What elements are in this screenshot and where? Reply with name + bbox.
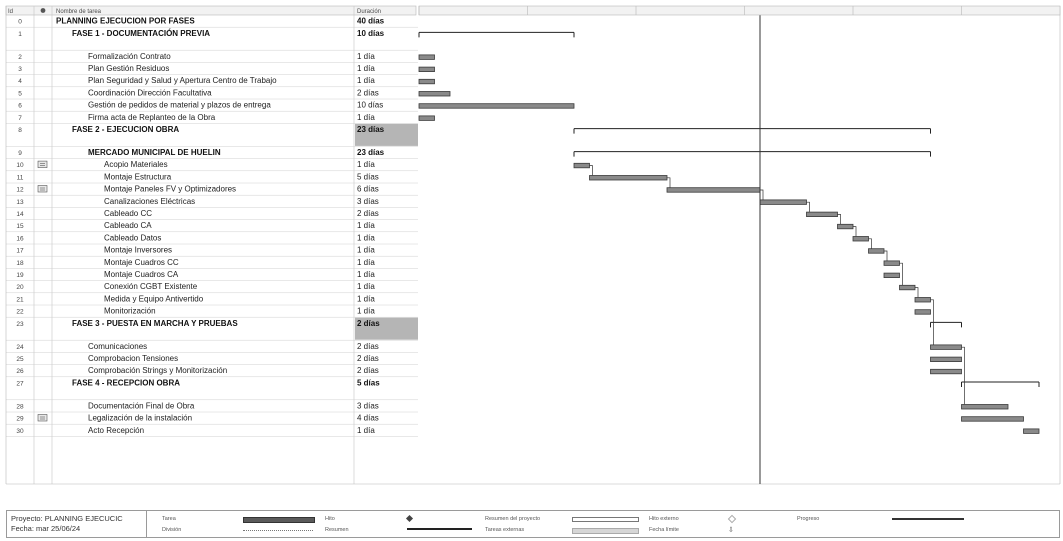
- dependency-link: [884, 251, 887, 261]
- task-bar[interactable]: [931, 357, 962, 362]
- task-id: 17: [16, 247, 24, 255]
- task-bar[interactable]: [962, 417, 1024, 422]
- task-duration[interactable]: 1 día: [357, 51, 375, 61]
- task-id: 7: [18, 114, 22, 122]
- task-bar[interactable]: [419, 55, 435, 60]
- task-duration[interactable]: 10 días: [357, 100, 384, 110]
- task-duration[interactable]: 3 días: [357, 401, 379, 411]
- dependency-link: [667, 178, 670, 188]
- milestone-diamond-icon: [406, 515, 413, 522]
- task-duration[interactable]: 1 día: [357, 160, 375, 170]
- task-duration[interactable]: 1 día: [357, 270, 375, 279]
- legend-progress-label: Progreso: [797, 516, 820, 522]
- dependency-link: [853, 227, 856, 237]
- task-name[interactable]: Plan Gestión Residuos: [88, 64, 170, 73]
- task-duration[interactable]: 1 día: [357, 76, 375, 86]
- legend-external-tasks-swatch: [572, 528, 639, 534]
- task-id: 2: [18, 53, 22, 61]
- task-name[interactable]: MERCADO MUNICIPAL DE HUELIN: [88, 148, 221, 157]
- task-bar[interactable]: [884, 261, 900, 266]
- note-icon[interactable]: [38, 415, 47, 422]
- table-row[interactable]: [6, 401, 418, 412]
- task-duration[interactable]: 2 días: [357, 354, 379, 363]
- table-row[interactable]: [6, 246, 418, 257]
- task-id: 22: [16, 308, 24, 316]
- task-name[interactable]: Acopio Materiales: [104, 160, 168, 170]
- legend-progress-swatch: [892, 518, 964, 520]
- task-name[interactable]: Comunicaciones: [88, 341, 148, 351]
- task-duration[interactable]: 1 día: [357, 257, 375, 267]
- task-id: 15: [16, 223, 24, 231]
- info-icon: [41, 8, 46, 13]
- legend-project-summary-label: Resumen del proyecto: [485, 516, 541, 522]
- task-bar[interactable]: [1024, 429, 1040, 434]
- task-bar[interactable]: [900, 285, 916, 290]
- task-duration[interactable]: 6 días: [357, 184, 379, 194]
- task-id: 20: [16, 284, 24, 292]
- task-duration[interactable]: 2 días: [357, 366, 379, 376]
- note-icon[interactable]: [38, 161, 47, 168]
- task-name[interactable]: Cableado CC: [104, 209, 153, 218]
- gantt-chart-area: [419, 32, 1039, 433]
- task-id: 26: [16, 368, 24, 376]
- table-row[interactable]: [6, 414, 418, 425]
- task-name[interactable]: FASE 4 - RECEPCION OBRA: [72, 378, 181, 388]
- task-duration[interactable]: 10 días: [357, 28, 385, 38]
- header-task-name[interactable]: Nombre de tarea: [56, 9, 102, 15]
- table-row[interactable]: [6, 233, 418, 244]
- task-name[interactable]: Comprobación Strings y Monitorización: [88, 366, 228, 376]
- task-id: 0: [18, 18, 22, 26]
- legend-division-label: División: [162, 527, 182, 533]
- table-row[interactable]: [6, 426, 418, 437]
- task-duration[interactable]: 5 días: [357, 172, 379, 182]
- task-name[interactable]: Montaje Estructura: [104, 172, 172, 182]
- task-id: 1: [18, 30, 22, 38]
- task-name[interactable]: Coordinación Dirección Facultativa: [88, 88, 212, 98]
- task-bar[interactable]: [419, 79, 435, 84]
- table-row[interactable]: [6, 101, 418, 112]
- task-name[interactable]: FASE 3 - PUESTA EN MARCHA Y PRUEBAS: [72, 318, 238, 328]
- task-id: 11: [16, 174, 24, 182]
- task-name[interactable]: Montaje Paneles FV y Optimizadores: [104, 184, 237, 194]
- table-row[interactable]: [6, 17, 418, 28]
- task-bar[interactable]: [962, 405, 1009, 410]
- legend-milestone-label: Hito: [325, 516, 335, 522]
- task-id: 9: [18, 150, 22, 157]
- task-bar[interactable]: [838, 224, 854, 229]
- table-row[interactable]: [6, 342, 418, 353]
- dependency-link: [838, 214, 841, 224]
- legend-project-summary-swatch: [572, 517, 639, 522]
- task-name[interactable]: Documentación Final de Obra: [88, 401, 195, 411]
- task-name[interactable]: Gestión de pedidos de material y plazos de entrega: [88, 100, 271, 110]
- summary-bar[interactable]: [962, 382, 1040, 387]
- summary-bar[interactable]: [931, 322, 962, 327]
- table-row[interactable]: [6, 197, 418, 208]
- task-bar[interactable]: [419, 67, 435, 72]
- task-id: 24: [16, 343, 24, 351]
- table-row[interactable]: [6, 294, 418, 305]
- note-icon[interactable]: [38, 186, 47, 193]
- legend-division-swatch: [243, 530, 313, 531]
- task-id: 12: [16, 186, 24, 194]
- task-name[interactable]: FASE 1 - DOCUMENTACIÓN PREVIA: [72, 28, 211, 38]
- table-row[interactable]: [6, 307, 418, 318]
- task-name[interactable]: Acto Recepción: [88, 425, 145, 435]
- legend-deadline-label: Fecha límite: [649, 527, 679, 533]
- table-row[interactable]: [6, 270, 418, 281]
- legend-summary-swatch: [407, 528, 472, 530]
- table-row[interactable]: [6, 148, 418, 159]
- task-id: 13: [16, 198, 24, 206]
- table-row[interactable]: [6, 378, 418, 399]
- summary-bar[interactable]: [574, 152, 931, 157]
- task-name[interactable]: Legalización de la instalación: [88, 413, 193, 423]
- task-id: 28: [16, 403, 24, 411]
- table-row[interactable]: [6, 221, 418, 232]
- task-name[interactable]: Medida y Equipo Antivertido: [104, 294, 204, 304]
- task-duration[interactable]: 1 día: [357, 282, 375, 292]
- project-info: [7, 511, 147, 537]
- dependency-link: [807, 202, 810, 212]
- task-bar[interactable]: [807, 212, 838, 217]
- header-duration[interactable]: Duración: [357, 9, 382, 15]
- task-id: 30: [16, 427, 24, 435]
- task-bar[interactable]: [667, 188, 760, 193]
- task-name[interactable]: FASE 2 - EJECUCION OBRA: [72, 125, 180, 134]
- dependency-link: [900, 263, 903, 285]
- table-row[interactable]: [6, 354, 418, 365]
- task-id: 27: [16, 380, 24, 388]
- task-id: 18: [16, 259, 24, 267]
- task-duration[interactable]: 1 día: [357, 425, 375, 435]
- table-row[interactable]: [6, 64, 418, 75]
- task-duration[interactable]: 1 día: [357, 112, 375, 122]
- summary-bar[interactable]: [574, 129, 931, 134]
- task-id: 5: [18, 90, 22, 98]
- task-duration[interactable]: 2 días: [357, 341, 379, 351]
- task-name[interactable]: Formalización Contrato: [88, 51, 171, 61]
- task-id: 14: [16, 211, 24, 218]
- task-id: 4: [18, 78, 22, 86]
- dependency-link: [915, 288, 918, 298]
- project-name: Proyecto: PLANNING EJECUCIC: [11, 514, 123, 523]
- table-row[interactable]: [6, 282, 418, 293]
- task-name[interactable]: Cableado CA: [104, 221, 152, 231]
- task-duration[interactable]: 1 día: [357, 306, 375, 316]
- task-id: 3: [18, 66, 22, 73]
- table-row[interactable]: [6, 258, 418, 269]
- task-duration[interactable]: 2 días: [357, 209, 379, 218]
- task-name[interactable]: Montaje Cuadros CA: [104, 270, 179, 279]
- task-name[interactable]: Monitorización: [104, 306, 156, 316]
- table-row[interactable]: [6, 124, 418, 146]
- legend-task-swatch: [243, 517, 315, 523]
- legend-summary-label: Resumen: [325, 527, 349, 533]
- task-bar[interactable]: [869, 249, 885, 254]
- task-bar[interactable]: [915, 298, 931, 303]
- legend-external-milestone-label: Hito externo: [649, 516, 679, 522]
- table-row[interactable]: [6, 88, 418, 99]
- task-name[interactable]: Cableado Datos: [104, 233, 162, 243]
- task-duration[interactable]: 1 día: [357, 294, 375, 304]
- task-name[interactable]: PLANNING EJECUCION POR FASES: [56, 16, 195, 26]
- task-id: 8: [18, 127, 22, 134]
- task-bar[interactable]: [574, 163, 590, 168]
- task-duration[interactable]: 40 días: [357, 16, 385, 26]
- task-bar[interactable]: [884, 273, 900, 278]
- legend-external-tasks-label: Tareas externas: [485, 527, 525, 533]
- task-duration[interactable]: 23 días: [357, 148, 385, 157]
- task-bar[interactable]: [853, 237, 869, 242]
- dependency-link: [869, 239, 872, 249]
- task-duration[interactable]: 2 días: [357, 318, 380, 328]
- task-name[interactable]: Montaje Inversores: [104, 245, 173, 255]
- task-duration[interactable]: 1 día: [357, 245, 375, 255]
- table-row[interactable]: [6, 76, 418, 87]
- project-date: Fecha: mar 25/06/24: [11, 524, 81, 533]
- timescale-header: [419, 6, 1060, 15]
- deadline-arrow-icon: ⇩: [728, 527, 734, 534]
- table-row[interactable]: [6, 185, 418, 196]
- task-bar[interactable]: [915, 310, 931, 315]
- header-id[interactable]: Id: [8, 9, 14, 15]
- task-name[interactable]: Firma acta de Replanteo de la Obra: [88, 112, 216, 122]
- legend-footer: [6, 510, 1060, 538]
- task-duration[interactable]: 3 días: [357, 196, 379, 206]
- task-duration[interactable]: 5 días: [357, 378, 380, 388]
- task-bar[interactable]: [760, 200, 807, 205]
- table-row[interactable]: [6, 172, 418, 183]
- task-id: 10: [16, 162, 24, 170]
- task-name[interactable]: Conexión CGBT Existente: [104, 282, 198, 292]
- table-row[interactable]: [6, 113, 418, 124]
- task-id: 16: [16, 235, 24, 243]
- task-id: 21: [16, 296, 24, 304]
- task-name[interactable]: Plan Seguridad y Salud y Apertura Centro de Trabajo: [88, 76, 277, 86]
- task-table: [6, 17, 418, 437]
- table-row[interactable]: [6, 52, 418, 63]
- task-duration[interactable]: 2 días: [357, 88, 379, 98]
- dependency-link: [590, 166, 593, 176]
- task-duration[interactable]: 1 día: [357, 233, 375, 243]
- task-id: 6: [18, 102, 22, 110]
- task-bar[interactable]: [590, 176, 668, 181]
- table-row[interactable]: [6, 318, 418, 341]
- task-bar[interactable]: [931, 345, 962, 350]
- task-name[interactable]: Canalizaciones Eléctricas: [104, 196, 196, 206]
- task-bar[interactable]: [419, 92, 450, 97]
- table-row[interactable]: [6, 209, 418, 220]
- task-id: 25: [16, 356, 24, 363]
- task-id: 23: [16, 320, 24, 328]
- task-name[interactable]: Comprobacion Tensiones: [88, 354, 179, 363]
- table-row[interactable]: [6, 366, 418, 377]
- summary-bar[interactable]: [419, 32, 574, 37]
- task-duration[interactable]: 4 días: [357, 413, 379, 423]
- table-row[interactable]: [6, 29, 418, 50]
- task-id: 29: [16, 415, 24, 423]
- task-duration[interactable]: 23 días: [357, 125, 385, 134]
- task-duration[interactable]: 1 día: [357, 221, 375, 231]
- legend-task-label: Tarea: [162, 516, 176, 522]
- table-row[interactable]: [6, 160, 418, 171]
- task-bar[interactable]: [419, 104, 574, 109]
- dependency-link: [962, 347, 965, 404]
- task-id: 19: [16, 272, 24, 279]
- task-bar[interactable]: [931, 369, 962, 374]
- task-name[interactable]: Montaje Cuadros CC: [104, 257, 179, 267]
- task-duration[interactable]: 1 día: [357, 64, 375, 73]
- task-bar[interactable]: [419, 116, 435, 121]
- external-milestone-icon: [728, 515, 736, 523]
